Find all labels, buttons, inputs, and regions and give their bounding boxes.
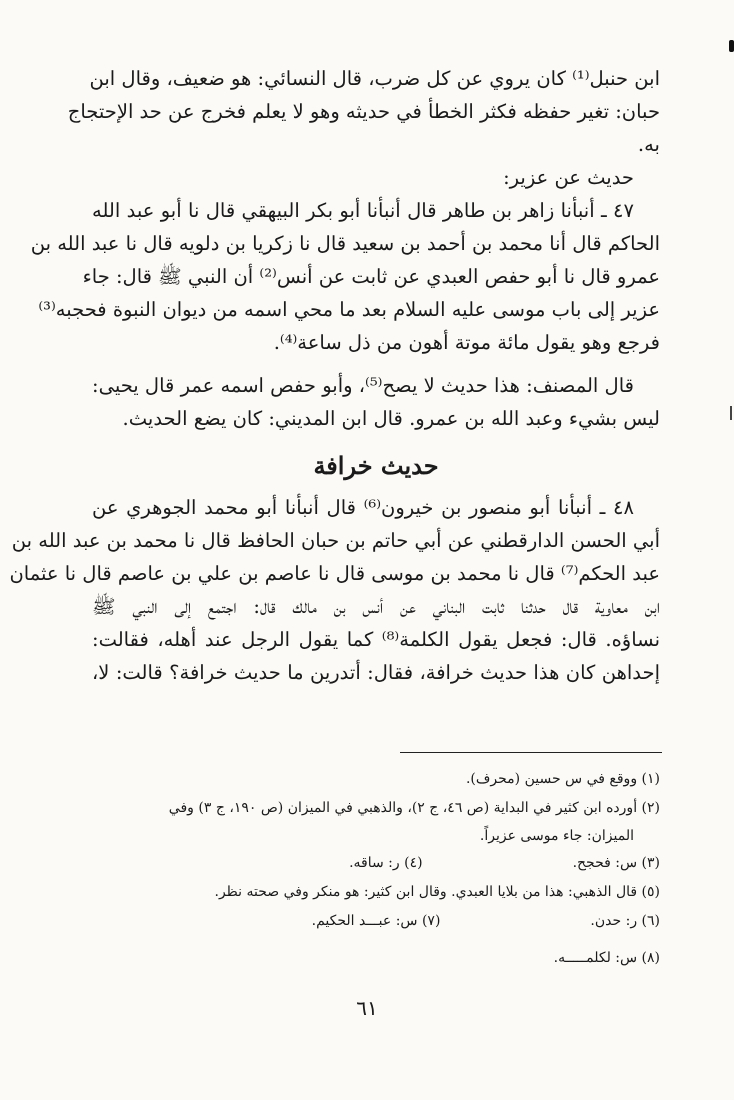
footnote: (١) ووقع في س حسين (محرف).	[465, 771, 660, 787]
footnote: (٤) ر: ساقه.	[349, 855, 423, 871]
page-edge-tick	[730, 406, 732, 420]
text-line: قال المصنف: هذا حديث لا يصح⁽⁵⁾، وأبو حفص اسمه عمر قال يحيى:	[92, 374, 634, 397]
footnote: (٧) س: عبـــد الحكيم.	[311, 913, 441, 929]
text-line: ابن حنبل⁽¹⁾ كان يروي عن كل ضرب، قال النسائي: هو ضعيف، وقال ابن	[89, 67, 660, 90]
footnotes	[92, 765, 660, 973]
text-line: الحاكم قال أنا محمد بن أحمد بن سعيد قال نا زكريا بن دلويه قال نا عبد الله بن	[30, 232, 660, 255]
section-heading: حديث خرافة	[313, 451, 439, 480]
text-line: إحداهن كان هذا حديث خرافة، فقال: أتدرين ما حديث خرافة؟ قالت: لا،	[92, 661, 660, 684]
text-line: ليس بشيء وعبد الله بن عمرو. قال ابن المديني: كان يضع الحديث.	[122, 407, 660, 430]
footnote: (٥) قال الذهبي: هذا من بلايا العبدي. وقال ابن كثير: هو منكر وفي صحته نظر.	[214, 884, 660, 900]
footnote: (٨) س: لكلمـــــه.	[553, 950, 660, 966]
text-line: فرجع وهو يقول مائة موتة أهون من ذل ساعة⁽⁴⁾.	[273, 331, 660, 354]
main-text	[9, 62, 660, 689]
footnote-divider	[400, 752, 662, 753]
text-line: ٤٨ ـ أنبأنا أبو منصور بن خيرون⁽⁶⁾ قال أنبأنا أبو محمد الجوهري عن	[92, 496, 634, 519]
footnote: (٦) ر: حدن.	[590, 913, 660, 929]
page-number: ٦١	[356, 996, 378, 1020]
text-line: ابن معاوية قال حدثنا ثابت البناني عن أنس بن مالك قال: اجتمع إلى النبي ﷺ	[92, 595, 660, 618]
text-line: أبي الحسن الدارقطني عن أبي حاتم بن حبان الحافظ قال نا محمد بن عبد الله بن	[11, 529, 660, 552]
text-line: عبد الحكم⁽⁷⁾ قال نا محمد بن موسى قال نا عاصم بن علي بن عاصم قال نا عثمان	[9, 562, 660, 585]
text-line: ٤٧ ـ أنبأنا زاهر بن طاهر قال أنبأنا أبو بكر البيهقي قال نا أبو عبد الله	[92, 199, 634, 222]
footnote: (٣) س: فحجح.	[572, 855, 660, 871]
text-line: حبان: تغير حفظه فكثر الخطأ في حديثه وهو لا يعلم فخرج عن حد الإحتجاج	[67, 100, 660, 123]
page-edge-mark	[729, 40, 734, 52]
text-line: نساؤه. قال: فجعل يقول الكلمة⁽⁸⁾ كما يقول الرجل عند أهله، فقالت:	[92, 628, 660, 651]
footnote-row	[92, 849, 660, 878]
text-line: به.	[637, 133, 660, 156]
section-label: حديث عن عزير:	[503, 166, 634, 189]
footnote-row	[92, 907, 660, 936]
footnote: (٢) أورده ابن كثير في البداية (ص ٤٦، ج ٢)، والذهبي في الميزان (ص ١٩٠، ج ٣) وفي	[168, 800, 660, 816]
footnote-continuation: الميزان: جاء موسى عزيراً.	[479, 828, 634, 844]
text-line: عزير إلى باب موسى عليه السلام بعد ما محي اسمه من ديوان النبوة فحجبه⁽³⁾	[38, 298, 660, 321]
text-line: عمرو قال نا أبو حفص العبدي عن ثابت عن أنس⁽²⁾ أن النبي ﷺ قال: جاء	[82, 265, 660, 288]
